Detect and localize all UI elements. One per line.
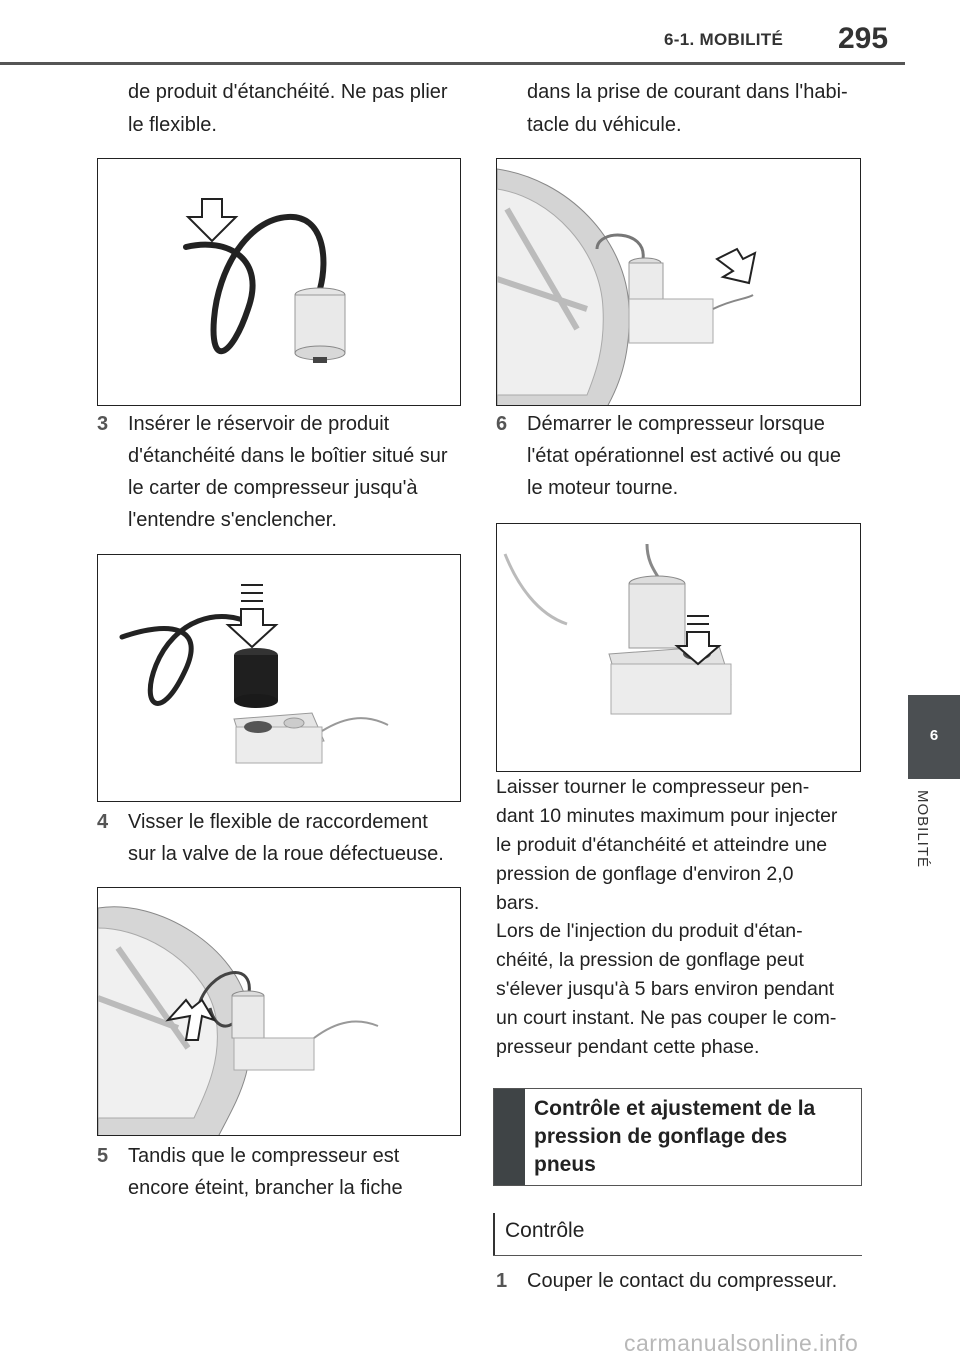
text-line: Lors de l'injection du produit d'étan- xyxy=(496,920,803,942)
text-line: s'élever jusqu'à 5 bars environ pendant xyxy=(496,978,835,1000)
left-intro xyxy=(128,76,448,142)
text-line: le carter de compresseur jusqu'à xyxy=(128,477,418,499)
text-line: le flexible. xyxy=(128,114,217,136)
step-number: 1 xyxy=(496,1270,508,1292)
chapter-label xyxy=(914,790,944,890)
text-line: l'entendre s'enclencher. xyxy=(128,509,337,531)
step-number: 3 xyxy=(97,413,109,435)
subheading-rule xyxy=(493,1255,862,1257)
step-number: 5 xyxy=(97,1145,109,1167)
figure-sealant-bottle-hose xyxy=(97,158,461,406)
text-line: un court instant. Ne pas couper le com- xyxy=(496,1007,837,1029)
watermark: carmanualsonline.info xyxy=(624,1330,859,1356)
text-line: de produit d'étanchéité. Ne pas plier xyxy=(128,81,448,103)
figure-plug-in xyxy=(496,158,861,406)
paragraph-run-compressor xyxy=(496,773,866,918)
subheading-box xyxy=(493,1213,862,1256)
start-compressor-illustration xyxy=(497,524,861,772)
step-number: 6 xyxy=(496,413,508,435)
paragraph-pressure-warning xyxy=(496,917,866,1062)
text-line: encore éteint, brancher la fiche xyxy=(128,1177,403,1199)
text-line: dans la prise de courant dans l'habi- xyxy=(527,81,848,103)
connect-valve-illustration xyxy=(98,888,461,1136)
section-heading-bar xyxy=(494,1089,525,1185)
text-line: Démarrer le compresseur lorsque xyxy=(527,413,825,435)
figure-insert-sealant xyxy=(97,554,461,802)
text-line: presseur pendant cette phase. xyxy=(496,1036,760,1058)
section-title: 6-1. MOBILITÉ xyxy=(664,30,784,49)
chapter-number: 6 xyxy=(929,727,939,744)
figure-start-compressor xyxy=(496,523,861,772)
text-line: l'état opérationnel est activé ou que xyxy=(527,445,842,467)
subheading: Contrôle xyxy=(505,1219,585,1242)
text-line: pression de gonflage d'environ 2,0 xyxy=(496,863,794,885)
heading-line: pneus xyxy=(534,1153,596,1176)
heading-line: pression de gonflage des xyxy=(534,1125,788,1148)
text-line: tacle du véhicule. xyxy=(527,114,682,136)
page-number: 295 xyxy=(838,22,889,55)
right-intro xyxy=(527,76,848,142)
text-line: Tandis que le compresseur est xyxy=(128,1145,400,1167)
text-line: Insérer le réservoir de produit xyxy=(128,413,390,435)
figure-connect-valve xyxy=(97,887,461,1136)
insert-sealant-illustration xyxy=(98,555,461,802)
section-heading xyxy=(534,1095,854,1179)
step-number: 4 xyxy=(97,811,109,833)
subheading-bar xyxy=(493,1213,495,1256)
section-heading-box xyxy=(493,1088,862,1186)
sealant-bottle-hose-illustration xyxy=(98,159,461,406)
header-rule xyxy=(0,62,905,65)
text-line: le moteur tourne. xyxy=(527,477,679,499)
text-line: d'étanchéité dans le boîtier situé sur xyxy=(128,445,448,467)
page-header xyxy=(0,0,960,55)
text-line: dant 10 minutes maximum pour injecter xyxy=(496,805,838,827)
plug-in-illustration xyxy=(497,159,861,406)
text-line: le produit d'étanchéité et atteindre une xyxy=(496,834,828,856)
text-line: chéité, la pression de gonflage peut xyxy=(496,949,804,971)
chapter-label-text: MOBILITÉ xyxy=(914,790,931,869)
text-line: Couper le contact du compresseur. xyxy=(527,1270,838,1292)
chapter-tab xyxy=(908,695,960,779)
text-line: sur la valve de la roue défectueuse. xyxy=(128,843,444,865)
text-line: Visser le flexible de raccordement xyxy=(128,811,428,833)
heading-line: Contrôle et ajustement de la xyxy=(534,1097,816,1120)
text-line: Laisser tourner le compresseur pen- xyxy=(496,776,810,798)
text-line: bars. xyxy=(496,892,540,914)
